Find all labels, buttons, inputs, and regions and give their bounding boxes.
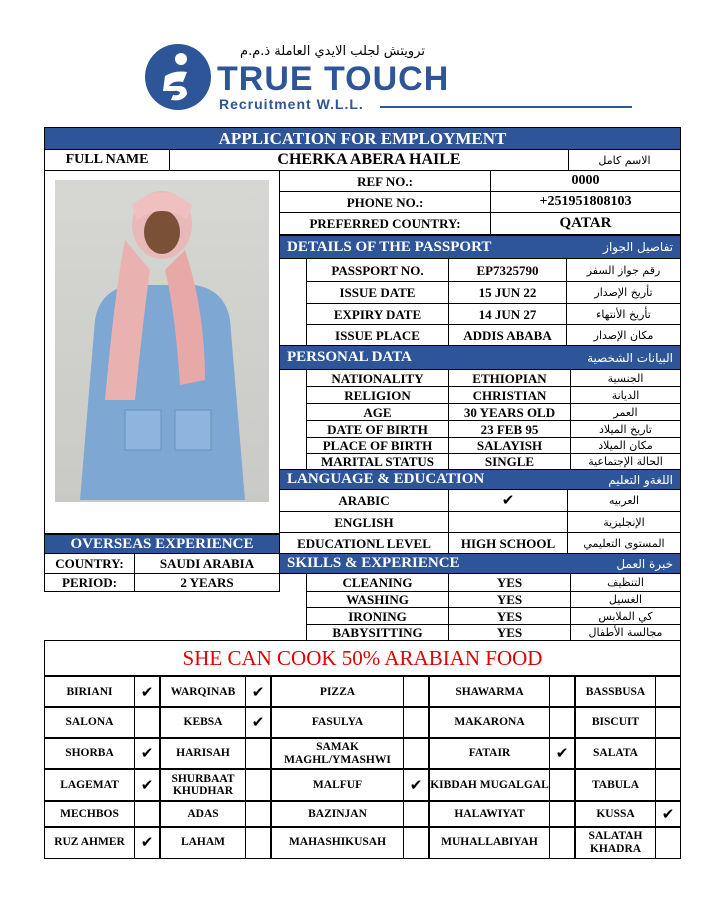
personal-row-arabic: العمر <box>570 403 681 421</box>
personal-row-value: CHRISTIAN <box>448 386 571 404</box>
food-item-check <box>403 737 429 770</box>
skills-row-label: CLEANING <box>306 573 449 592</box>
food-item-name: SHORBA <box>44 737 135 770</box>
food-item-name: SHAWARMA <box>429 676 550 708</box>
overseas-country-value: SAUDI ARABIA <box>134 553 280 574</box>
skills-row-value: YES <box>448 591 571 608</box>
food-item-check <box>134 706 160 739</box>
language-row-value: ✔ <box>448 489 568 512</box>
food-item-name: WARQINAB <box>160 676 246 708</box>
food-item-check <box>403 676 429 708</box>
language-row-value: HIGH SCHOOL <box>448 532 568 554</box>
skills-row-value: YES <box>448 624 571 641</box>
passport-section-title: DETAILS OF THE PASSPORT <box>287 238 492 255</box>
food-item-name: BAZINJAN <box>271 800 404 828</box>
food-item-check <box>403 706 429 739</box>
food-item-check <box>549 768 575 802</box>
food-item-name: HALAWIYAT <box>429 800 550 828</box>
phone-label: PHONE NO.: <box>279 191 491 213</box>
food-item-name: BASSBUSA <box>575 676 656 708</box>
passport-row-arabic: تأريخ الأنتهاء <box>566 303 681 325</box>
food-item-check <box>655 676 681 708</box>
food-item-name: SAMAK MAGHL/YMASHWI <box>271 737 404 770</box>
personal-row-label: NATIONALITY <box>306 369 449 387</box>
overseas-section-header: OVERSEAS EXPERIENCE <box>44 534 280 554</box>
food-item-check <box>549 706 575 739</box>
preferred-country-label: PREFERRED COUNTRY: <box>279 212 491 235</box>
personal-row-arabic: الجنسية <box>570 369 681 387</box>
food-item-check: ✔ <box>245 676 271 708</box>
brand-name: TRUE TOUCH <box>217 60 450 98</box>
personal-section-title-arabic: البيانات الشخصية <box>587 350 673 365</box>
food-item-name: FASULYA <box>271 706 404 739</box>
skills-section-title-arabic: خبرة العمل <box>616 556 673 571</box>
language-section-header <box>279 469 681 490</box>
header-underline <box>380 106 632 108</box>
language-row-value <box>448 511 568 533</box>
food-item-check <box>655 737 681 770</box>
food-item-name: KUSSA <box>575 800 656 828</box>
food-item-check <box>245 737 271 770</box>
passport-row-value: EP7325790 <box>448 258 567 282</box>
applicant-photo <box>55 180 269 502</box>
skills-row-arabic: مجالسة الأطفال <box>570 624 681 641</box>
food-item-name: MUHALLABIYAH <box>429 826 550 859</box>
passport-row-arabic: مكان الإصدار <box>566 324 681 346</box>
overseas-period-value: 2 YEARS <box>134 573 280 592</box>
logo-emblem-icon <box>143 42 213 112</box>
ref-value: 0000 <box>490 170 681 192</box>
food-item-check <box>403 826 429 859</box>
food-item-name: KIBDAH MUGALGAL <box>429 768 550 802</box>
brand-subtitle: Recruitment W.L.L. <box>219 96 364 112</box>
food-item-check: ✔ <box>134 676 160 708</box>
food-item-name: BIRIANI <box>44 676 135 708</box>
skills-row-label: WASHING <box>306 591 449 608</box>
skills-row-arabic: الغسيل <box>570 591 681 608</box>
passport-row-label: EXPIRY DATE <box>306 303 449 325</box>
preferred-country-value: QATAR <box>490 212 681 235</box>
food-item-check <box>549 800 575 828</box>
skills-row-value: YES <box>448 573 571 592</box>
personal-row-label: DATE OF BIRTH <box>306 420 449 438</box>
language-row-arabic: العربيه <box>567 489 681 512</box>
full-name-arabic: الاسم كامل <box>568 149 681 171</box>
skills-section-title: SKILLS & EXPERIENCE <box>287 555 460 571</box>
personal-row-value: ETHIOPIAN <box>448 369 571 387</box>
personal-section-header <box>279 345 681 370</box>
food-item-check: ✔ <box>134 737 160 770</box>
food-item-name: PIZZA <box>271 676 404 708</box>
ref-label: REF NO.: <box>279 170 491 192</box>
personal-row-value: 23 FEB 95 <box>448 420 571 438</box>
personal-row-value: SINGLE <box>448 453 571 470</box>
photo-frame <box>44 170 280 534</box>
personal-row-arabic: الديانة <box>570 386 681 404</box>
skills-row-label: IRONING <box>306 607 449 625</box>
personal-row-label: MARITAL STATUS <box>306 453 449 470</box>
language-section-title-arabic: اللغةو التعليم <box>608 472 673 487</box>
language-row-label: EDUCATIONL LEVEL <box>279 532 449 554</box>
food-item-check <box>245 826 271 859</box>
food-item-name: LAHAM <box>160 826 246 859</box>
food-item-check <box>549 676 575 708</box>
food-item-check <box>403 800 429 828</box>
passport-row-value: 14 JUN 27 <box>448 303 567 325</box>
company-arabic-name: ترويتش لجلب الايدي العاملة ذ.م.م <box>240 44 425 59</box>
food-item-name: MAKARONA <box>429 706 550 739</box>
food-item-name: SALATA <box>575 737 656 770</box>
food-item-name: MECHBOS <box>44 800 135 828</box>
food-item-check <box>245 800 271 828</box>
food-item-check: ✔ <box>403 768 429 802</box>
food-item-name: SHURBAAT KHUDHAR <box>160 768 246 802</box>
food-item-name: HARISAH <box>160 737 246 770</box>
personal-row-label: AGE <box>306 403 449 421</box>
overseas-period-label: PERIOD: <box>44 573 135 592</box>
food-item-name: TABULA <box>575 768 656 802</box>
language-row-arabic: الإنجليزية <box>567 511 681 533</box>
food-item-name: MALFUF <box>271 768 404 802</box>
skills-row-arabic: التنظيف <box>570 573 681 592</box>
passport-row-value: 15 JUN 22 <box>448 281 567 304</box>
full-name-value: CHERKA ABERA HAILE <box>169 149 569 171</box>
phone-value: +251951808103 <box>490 191 681 213</box>
food-item-check <box>134 800 160 828</box>
personal-row-arabic: تاريخ الميلاد <box>570 420 681 438</box>
food-item-check <box>655 768 681 802</box>
food-item-check <box>655 826 681 859</box>
passport-row-arabic: رقم جواز السفر <box>566 258 681 282</box>
food-item-name: FATAIR <box>429 737 550 770</box>
passport-row-arabic: تأريخ الإصدار <box>566 281 681 304</box>
personal-row-arabic: مكان الميلاد <box>570 437 681 454</box>
passport-row-label: ISSUE DATE <box>306 281 449 304</box>
passport-section-title-arabic: تفاصيل الجواز <box>603 240 673 254</box>
food-item-name: KEBSA <box>160 706 246 739</box>
food-item-check: ✔ <box>245 706 271 739</box>
language-row-label: ENGLISH <box>279 511 449 533</box>
company-logo <box>143 42 213 112</box>
food-item-name: SALATAH KHADRA <box>575 826 656 859</box>
food-item-name: RUZ AHMER <box>44 826 135 859</box>
food-item-name: MAHASHIKUSAH <box>271 826 404 859</box>
food-item-name: ADAS <box>160 800 246 828</box>
skills-row-value: YES <box>448 607 571 625</box>
language-row-label: ARABIC <box>279 489 449 512</box>
passport-row-label: PASSPORT NO. <box>306 258 449 282</box>
personal-row-arabic: الحالة الإجتماعية <box>570 453 681 470</box>
food-item-check <box>245 768 271 802</box>
personal-row-label: PLACE OF BIRTH <box>306 437 449 454</box>
language-row-arabic: المستوى التعليمي <box>567 532 681 554</box>
food-item-check: ✔ <box>134 826 160 859</box>
full-name-label: FULL NAME <box>44 149 170 171</box>
food-item-check <box>655 706 681 739</box>
food-item-name: LAGEMAT <box>44 768 135 802</box>
passport-section-header <box>279 235 681 259</box>
passport-row-value: ADDIS ABABA <box>448 324 567 346</box>
overseas-country-label: COUNTRY: <box>44 553 135 574</box>
food-item-check <box>549 826 575 859</box>
skills-section-header <box>279 553 681 574</box>
food-item-check: ✔ <box>134 768 160 802</box>
form-title: APPLICATION FOR EMPLOYMENT <box>44 127 681 150</box>
personal-row-value: 30 YEARS OLD <box>448 403 571 421</box>
language-section-title: LANGUAGE & EDUCATION <box>287 471 485 487</box>
skills-row-arabic: كي الملابس <box>570 607 681 625</box>
cooking-banner: SHE CAN COOK 50% ARABIAN FOOD <box>44 640 681 676</box>
personal-row-label: RELIGION <box>306 386 449 404</box>
personal-row-value: SALAYISH <box>448 437 571 454</box>
food-item-name: BISCUIT <box>575 706 656 739</box>
food-item-name: SALONA <box>44 706 135 739</box>
food-item-check: ✔ <box>655 800 681 828</box>
passport-row-label: ISSUE PLACE <box>306 324 449 346</box>
food-item-check: ✔ <box>549 737 575 770</box>
skills-row-label: BABYSITTING <box>306 624 449 641</box>
personal-section-title: PERSONAL DATA <box>287 349 412 365</box>
